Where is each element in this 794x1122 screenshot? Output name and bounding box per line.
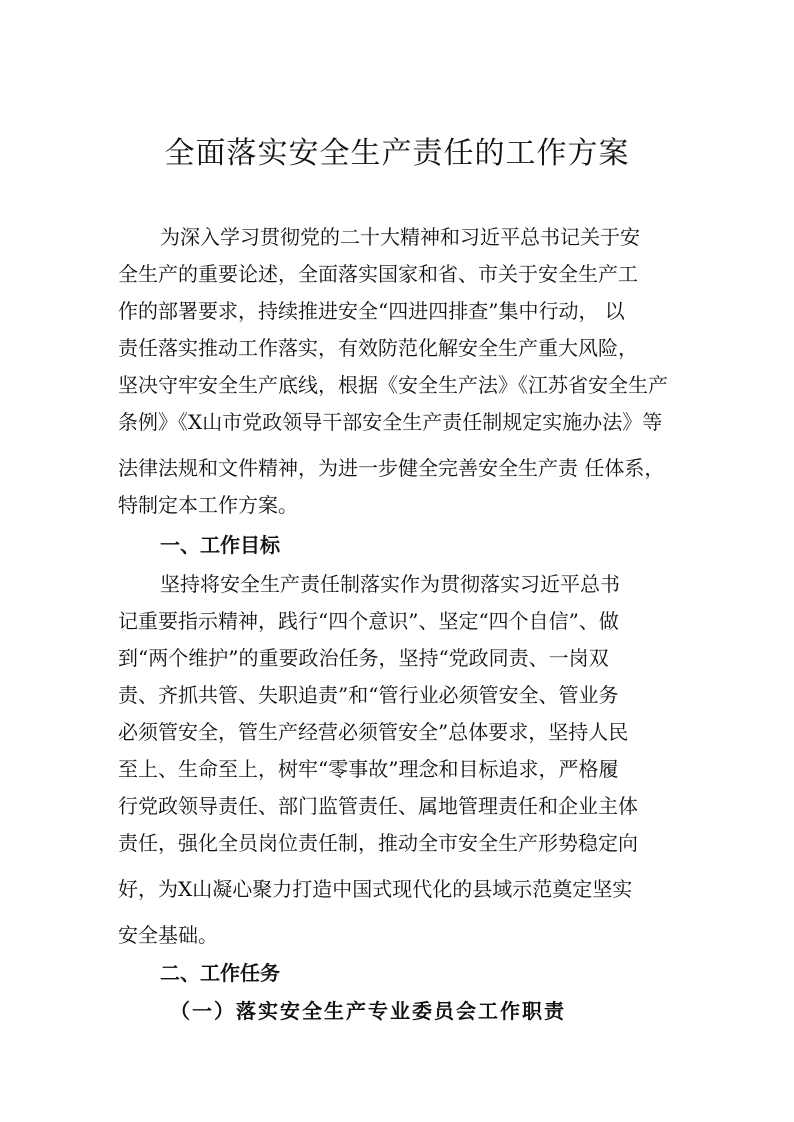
paragraph-line: 坚持将安全生产责任制落实作为贯彻落实习近平总书	[160, 572, 620, 596]
paragraph-line: 到“两个维护”的重要政治任务，坚持“党政同责、一岗双	[118, 646, 609, 670]
paragraph-line: 记重要指示精神，践行“四个意识”、坚定“四个自信”、做	[118, 609, 619, 633]
paragraph-line: 好，为X山凝心聚力打造中国式现代化的县域示范奠定坚实	[118, 877, 633, 901]
paragraph-line: 为深入学习贯彻党的二十大精神和习近平总书记关于安	[160, 225, 640, 249]
paragraph-line: 条例》《X山市党政领导干部安全生产责任制规定实施办法》等	[118, 410, 663, 434]
paragraph-line: 至上、生命至上，树牢“零事故”理念和目标追求，严格履	[118, 757, 619, 781]
paragraph-line: 特制定本工作方案。	[118, 493, 298, 517]
document-title: 全面落实安全生产责任的工作方案	[164, 136, 630, 171]
paragraph-line: 责、齐抓共管、失职追责”和“管行业必须管安全、管业务	[118, 683, 619, 707]
paragraph-line: 全生产的重要论述，全面落实国家和省、市关于安全生产工	[118, 262, 638, 286]
subsection-heading: （一）落实安全生产专业委员会工作职责	[170, 999, 566, 1023]
section-heading-goals: 一、工作目标	[160, 533, 280, 557]
paragraph-line: 作的部署要求，持续推进安全“四进四排查”集中行动， 以	[118, 299, 625, 323]
paragraph-line: 坚决守牢安全生产底线，根据《安全生产法》《江苏省安全生产	[118, 373, 668, 397]
section-heading-tasks: 二、工作任务	[160, 961, 280, 985]
paragraph-line: 责任，强化全员岗位责任制，推动全市安全生产形势稳定向	[118, 831, 638, 855]
paragraph-line: 责任落实推动工作落实，有效防范化解安全生产重大风险，	[118, 336, 638, 360]
paragraph-line: 安全基础。	[118, 923, 218, 947]
paragraph-line: 行党政领导责任、部门监管责任、属地管理责任和企业主体	[118, 794, 638, 818]
paragraph-line: 必须管安全，管生产经营必须管安全”总体要求，坚持人民	[118, 720, 629, 744]
paragraph-line: 法律法规和文件精神，为进一步健全完善安全生产责 任体系，	[118, 456, 665, 480]
